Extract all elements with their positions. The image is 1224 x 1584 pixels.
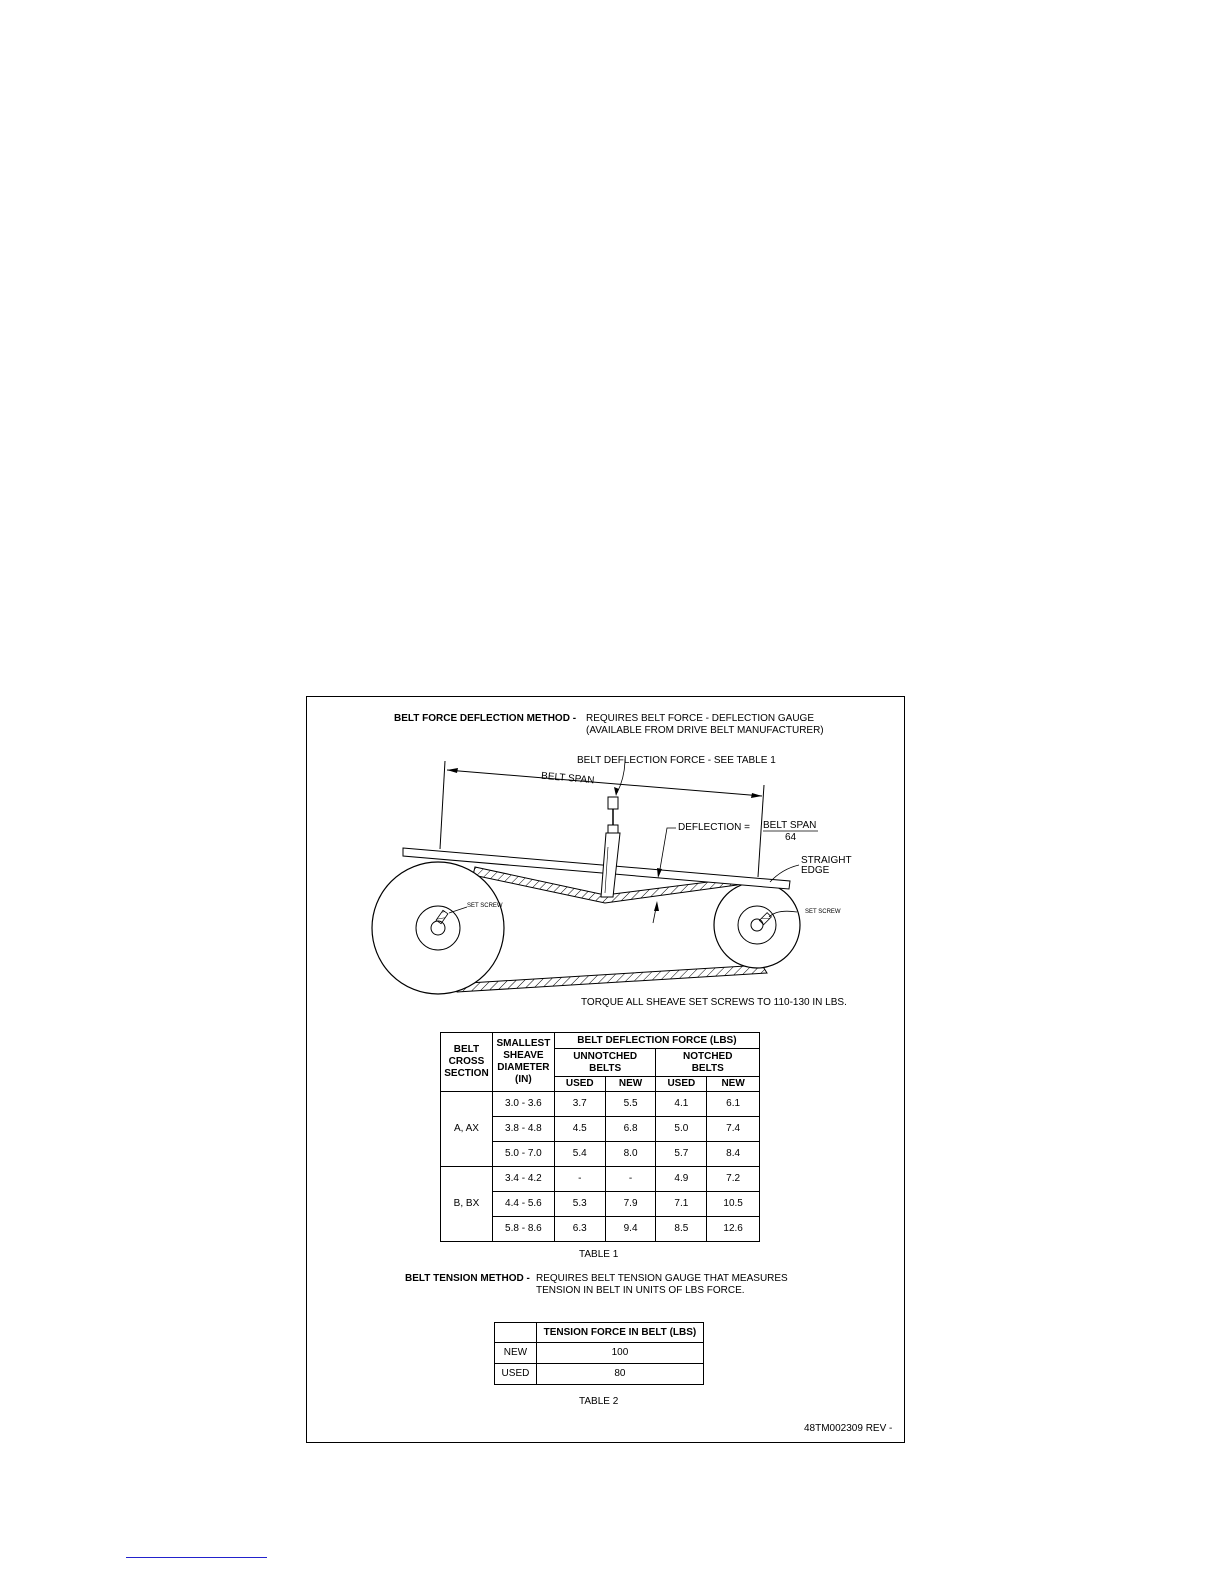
table-cell: 8.0: [605, 1142, 656, 1167]
header-smallest-sheave-diameter: SMALLEST SHEAVE DIAMETER (IN): [492, 1033, 554, 1092]
table-cell: 5.8 - 8.6: [492, 1217, 554, 1242]
small-sheave: [714, 882, 800, 968]
table-cell: 4.4 - 5.6: [492, 1192, 554, 1217]
table-cell: 7.1: [656, 1192, 707, 1217]
table-cell: 5.0 - 7.0: [492, 1142, 554, 1167]
straight-edge-label-line1: STRAIGHT: [801, 855, 852, 866]
table-cell: 8.5: [656, 1217, 707, 1242]
header-belt-cross-section: BELT CROSS SECTION: [441, 1033, 493, 1092]
table-cell: 3.8 - 4.8: [492, 1117, 554, 1142]
table-cell: -: [605, 1167, 656, 1192]
section-cell: A, AX: [441, 1092, 493, 1167]
table-2-row-label: NEW: [495, 1343, 537, 1364]
deflection-fraction-numerator: BELT SPAN: [763, 820, 817, 831]
method2-title: BELT TENSION METHOD -: [405, 1273, 530, 1284]
belt-span-label: BELT SPAN: [540, 770, 595, 787]
table-row: [495, 1364, 704, 1385]
table-cell: 4.5: [554, 1117, 605, 1142]
table-cell: 5.5: [605, 1092, 656, 1117]
deflection-label: DEFLECTION =: [678, 822, 750, 833]
method2-requirement-line1: REQUIRES BELT TENSION GAUGE THAT MEASURES: [536, 1273, 788, 1284]
method1-requirement-line1: REQUIRES BELT FORCE - DEFLECTION GAUGE: [586, 713, 814, 724]
method1-requirement-line2: (AVAILABLE FROM DRIVE BELT MANUFACTURER): [586, 725, 824, 736]
table-cell: 10.5: [707, 1192, 760, 1217]
straight-edge-label-line2: EDGE: [801, 865, 830, 876]
method1-title: BELT FORCE DEFLECTION METHOD -: [394, 713, 577, 724]
table-cell: 12.6: [707, 1217, 760, 1242]
header-notched-used: USED: [656, 1077, 707, 1092]
table-row: [441, 1092, 760, 1117]
table-cell: 3.0 - 3.6: [492, 1092, 554, 1117]
header-notched-belts: NOTCHED BELTS: [656, 1049, 760, 1077]
table-2-corner-cell: [495, 1323, 537, 1343]
header-unnotched-used: USED: [554, 1077, 605, 1092]
table-cell: 8.4: [707, 1142, 760, 1167]
gauge-collar: [608, 825, 618, 833]
deflection-force-label: BELT DEFLECTION FORCE - SEE TABLE 1: [577, 755, 776, 766]
table-cell: 5.3: [554, 1192, 605, 1217]
set-screw-label-right: SET SCREW: [805, 909, 841, 915]
table-2-header: TENSION FORCE IN BELT (LBS): [536, 1323, 703, 1343]
section-cell: B, BX: [441, 1167, 493, 1242]
table-2-row-value: 100: [536, 1343, 703, 1364]
method2-requirement-line2: TENSION IN BELT IN UNITS OF LBS FORCE.: [536, 1285, 745, 1296]
figure-frame: [306, 696, 905, 1443]
table-1: [440, 1032, 760, 1242]
header-notched-new: NEW: [707, 1077, 760, 1092]
table-cell: 7.2: [707, 1167, 760, 1192]
document-number: 48TM002309 REV -: [804, 1423, 893, 1434]
table-cell: 5.4: [554, 1142, 605, 1167]
belt-span-extension-left: [440, 761, 445, 849]
table-cell: 7.4: [707, 1117, 760, 1142]
table-row: [441, 1167, 760, 1192]
table-2-row-value: 80: [536, 1364, 703, 1385]
table-cell: 6.3: [554, 1217, 605, 1242]
header-unnotched-new: NEW: [605, 1077, 656, 1092]
belt-lower-run: [452, 965, 767, 992]
table-2-row-label: USED: [495, 1364, 537, 1385]
table-cell: 4.9: [656, 1167, 707, 1192]
deflection-leader: [659, 828, 676, 875]
torque-note: TORQUE ALL SHEAVE SET SCREWS TO 110-130 IN LBS.: [581, 997, 847, 1008]
set-screw-label-left: SET SCREW: [467, 903, 503, 909]
table-1-caption: TABLE 1: [579, 1249, 619, 1260]
footer-rule: [126, 1557, 267, 1558]
table-cell: 5.7: [656, 1142, 707, 1167]
table-cell: 3.7: [554, 1092, 605, 1117]
table-cell: 6.8: [605, 1117, 656, 1142]
table-cell: 4.1: [656, 1092, 707, 1117]
table-cell: 5.0: [656, 1117, 707, 1142]
table-2: [494, 1322, 704, 1385]
table-cell: 9.4: [605, 1217, 656, 1242]
table-row: [495, 1343, 704, 1364]
table-2-caption: TABLE 2: [579, 1396, 619, 1407]
belt-span-dimension-line: [447, 770, 762, 796]
header-belt-deflection-force: BELT DEFLECTION FORCE (LBS): [554, 1033, 759, 1049]
header-unnotched-belts: UNNOTCHED BELTS: [554, 1049, 656, 1077]
table-cell: -: [554, 1167, 605, 1192]
large-sheave: [372, 862, 504, 994]
deflection-fraction-denominator: 64: [785, 832, 797, 843]
gauge-body: [601, 833, 620, 897]
table-cell: 6.1: [707, 1092, 760, 1117]
gauge-knob: [608, 797, 618, 809]
table-cell: 7.9: [605, 1192, 656, 1217]
table-cell: 3.4 - 4.2: [492, 1167, 554, 1192]
